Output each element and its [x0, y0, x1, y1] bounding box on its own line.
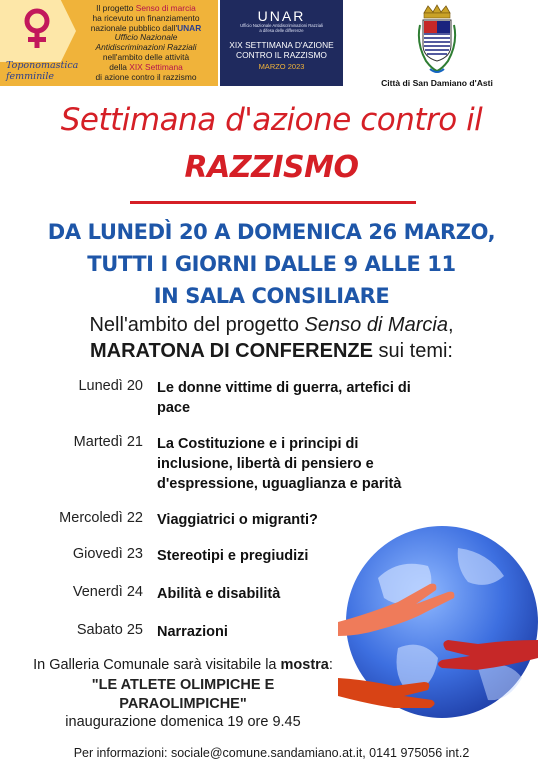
globe-hands-illustration	[338, 518, 538, 726]
schedule-day: Giovedì 23	[72, 546, 143, 562]
title-line-2: RAZZISMO	[184, 150, 359, 185]
town-name: Città di San Damiano d'Asti	[381, 78, 493, 88]
schedule-day: Martedì 21	[73, 434, 143, 450]
unar-panel	[220, 0, 343, 86]
project-description: Il progetto Senso di marcia ha ricevuto un finanziamento nazionale pubblico dall'UNAR Ufficio Nazionale Antidiscriminazioni Razziali nell'ambito delle attività della XIX Settimana di azione contro il razzismo	[90, 3, 202, 82]
title-line-1: Settimana d'azione contro il	[60, 102, 483, 138]
schedule-topic: La Costituzione e i principi di inclusione, libertà di pensiero e d'espressione, uguaglianza e parità	[157, 436, 402, 492]
dates-block	[0, 216, 543, 312]
intro-line-1: Nell'ambito del progetto Senso di Marcia,	[89, 314, 454, 336]
schedule-topic: Abilità e disabilità	[157, 586, 281, 602]
venus-symbol-icon	[22, 8, 52, 52]
mostra-intro: In Galleria Comunale sarà visitabile la mostra:	[33, 657, 333, 673]
unar-week-title: XIX SETTIMANA D'AZIONE CONTRO IL RAZZISMO	[229, 40, 334, 60]
unar-date: MARZO 2023	[258, 62, 305, 71]
schedule-day: Sabato 25	[76, 622, 143, 638]
schedule-topic: Narrazioni	[157, 624, 228, 640]
intro-line-2: MARATONA DI CONFERENZE sui temi:	[90, 340, 453, 362]
schedule-day: Mercoledì 22	[59, 510, 143, 526]
mostra-title-line-1: "LE ATLETE OLIMPICHE E	[91, 677, 275, 693]
dates-line: DA LUNEDÌ 20 A DOMENICA 26 MARZO,	[47, 220, 496, 244]
schedule-day: Venerdì 24	[72, 584, 143, 600]
toponomastica-label: Toponomastica femminile	[6, 60, 79, 82]
schedule-topic: Le donne vittime di guerra, artefici di pace	[157, 380, 411, 416]
schedule-topic: Viaggiatrici o migranti?	[157, 512, 318, 528]
schedule-topic: Stereotipi e pregiudizi	[157, 548, 309, 564]
contact-info: Per informazioni: sociale@comune.sandamiano.at.it, 0141 975056 int.2	[73, 746, 470, 760]
unar-logo: UNAR	[257, 8, 306, 24]
unar-subtitle: Ufficio Nazionale Antidiscriminazioni Razziali a difesa delle differenze	[240, 23, 323, 33]
mostra-inauguration: inaugurazione domenica 19 ore 9.45	[65, 714, 301, 730]
title-underline	[130, 201, 416, 204]
mostra-title-line-2: PARAOLIMPICHE"	[119, 696, 247, 712]
dates-line: TUTTI I GIORNI DALLE 9 ALLE 11	[87, 252, 456, 276]
project-banner	[0, 0, 343, 86]
dates-line: IN SALA CONSILIARE	[153, 284, 390, 308]
coat-of-arms-icon	[416, 3, 458, 77]
schedule-day: Lunedì 20	[78, 378, 143, 394]
senso-di-marcia-panel	[0, 0, 218, 86]
